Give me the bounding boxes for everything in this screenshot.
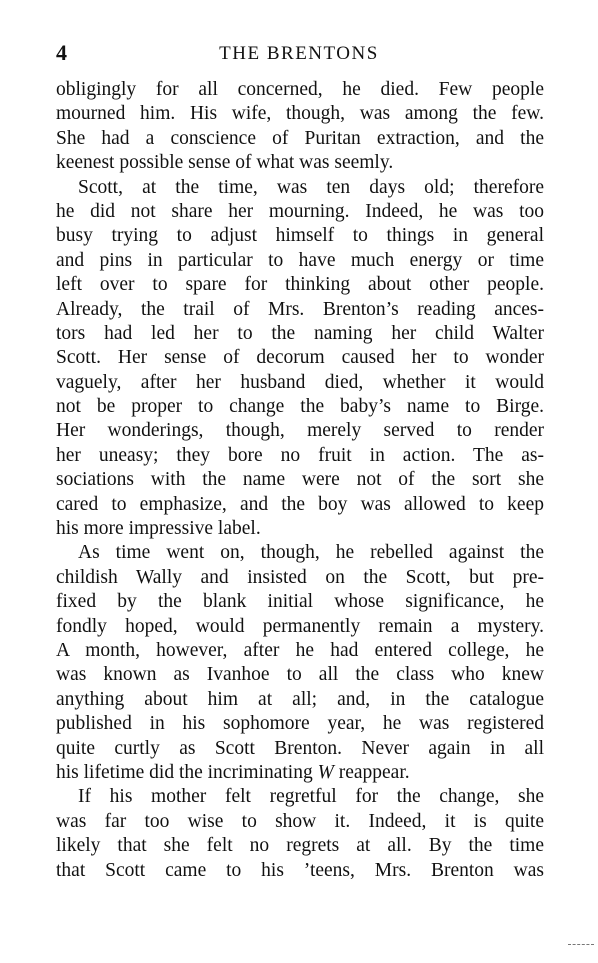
text-line: left over to spare for thinking about other people.: [56, 274, 544, 296]
text-line: quite curtly as Scott Brenton. Never again in all: [56, 737, 544, 759]
text-line: vaguely, after her husband died, whether it would: [56, 371, 544, 393]
text-line: tors had led her to the naming her child Walter: [56, 322, 544, 344]
text-line: She had a conscience of Puritan extraction, and the: [56, 127, 544, 149]
text-line: fixed by the blank initial whose significance, he: [56, 591, 544, 613]
text-line: Already, the trail of Mrs. Brenton’s reading ances-: [56, 298, 544, 320]
text-line: Scott. Her sense of decorum caused her to wonder: [56, 347, 544, 369]
text-line: sociations with the name were not of the sort she: [56, 469, 544, 491]
paragraph-start-line: If his mother felt regretful for the change, she: [78, 786, 544, 808]
text-line: Her wonderings, though, merely served to render: [56, 420, 544, 442]
text-line: mourned him. His wife, though, was among the few.: [56, 103, 544, 125]
text-line: his more impressive label.: [56, 518, 261, 540]
text-line: that Scott came to his ’teens, Mrs. Brenton was: [56, 859, 544, 881]
text-line: he did not share her mourning. Indeed, he was too: [56, 200, 544, 222]
scan-artifact-mark: [568, 944, 594, 945]
text-line: obligingly for all concerned, he died. Few people: [56, 79, 544, 100]
text-line: not be proper to change the baby’s name to Birge.: [56, 396, 544, 418]
text-line: keenest possible sense of what was seemly.: [56, 152, 394, 174]
text-line: was far too wise to show it. Indeed, it is quite: [56, 810, 544, 832]
italic-initial: W: [317, 761, 334, 783]
text-line: anything about him at all; and, in the catalogue: [56, 688, 544, 710]
text-line: likely that she felt no regrets at all. By the time: [56, 835, 544, 857]
text-fragment: his lifetime did the incriminating: [56, 761, 318, 783]
page-number: 4: [56, 40, 67, 65]
text-line: busy trying to adjust himself to things in general: [56, 225, 544, 247]
text-line: childish Wally and insisted on the Scott, but pre-: [56, 566, 544, 588]
text-line: fondly hoped, would permanently remain a mystery.: [56, 615, 544, 637]
text-line: was known as Ivanhoe to all the class who knew: [56, 664, 544, 686]
text-fragment: reappear.: [333, 761, 410, 783]
text-line: A month, however, after he had entered college, he: [56, 639, 544, 661]
paragraph-start-line: As time went on, though, he rebelled against the: [78, 542, 544, 564]
text-line: published in his sophomore year, he was registered: [56, 713, 544, 735]
text-line: and pins in particular to have much energy or time: [56, 249, 544, 271]
running-head: THE BRENTONS: [219, 43, 379, 64]
body-text: [56, 78, 544, 883]
text-line: [56, 761, 544, 785]
paragraph-start-line: Scott, at the time, was ten days old; therefore: [78, 176, 544, 198]
text-line: cared to emphasize, and the boy was allowed to keep: [56, 493, 544, 515]
text-line: her uneasy; they bore no fruit in action. The as-: [56, 444, 544, 466]
